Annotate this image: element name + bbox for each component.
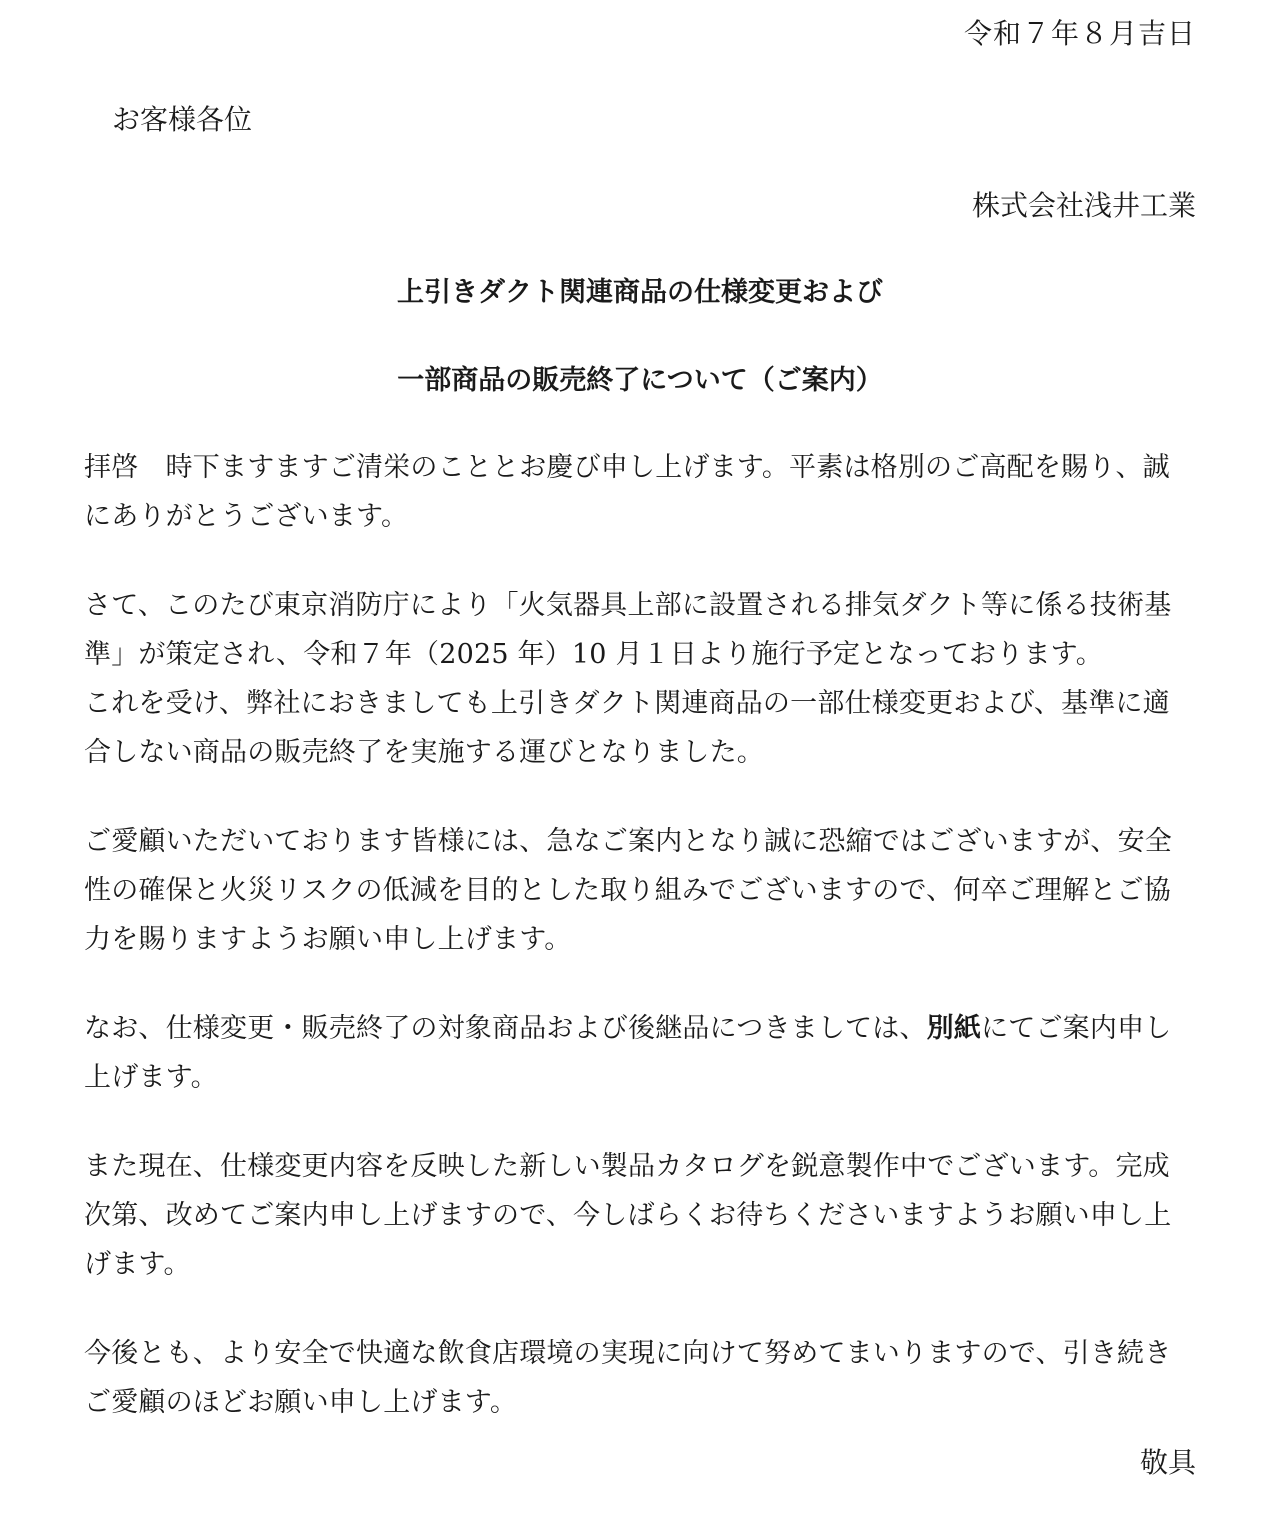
paragraph-apology: ご愛顧いただいております皆様には、急なご案内となり誠に恐縮ではございますが、安全性の確保と火災リスクの低減を目的とした取り組みでございますので、何卒ご理解とご協力を賜りますようお願い申し上げます。 xyxy=(84,826,1172,955)
recipient: お客様各位 xyxy=(112,103,253,136)
title-line-1: 上引きダクト関連商品の仕様変更および xyxy=(397,277,883,308)
closing-keigu: 敬具 xyxy=(1139,1446,1196,1479)
paragraph-closing-remarks: 今後とも、より安全で快適な飲食店環境の実現に向けて努めてまいりますので、引き続きご愛顧のほどお願い申し上げます。 xyxy=(84,1338,1172,1418)
paragraph-greeting: 拝啓 時下ますますご清栄のこととお慶び申し上げます。平素は格別のご高配を賜り、誠にありがとうございます。 xyxy=(84,452,1170,532)
letter-date: 令和７年８月吉日 xyxy=(963,17,1196,50)
paragraph-attachment xyxy=(84,1004,1196,1102)
attachment-text-before: なお、仕様変更・販売終了の対象商品および後継品につきましては、 xyxy=(84,1013,927,1044)
title-line-2: 一部商品の販売終了について（ご案内） xyxy=(397,365,883,396)
attachment-text-after: にてご案内申し上げます。 xyxy=(84,1013,1172,1093)
sender-company: 株式会社浅井工業 xyxy=(971,189,1196,222)
paragraph-catalog: また現在、仕様変更内容を反映した新しい製品カタログを鋭意製作中でございます。完成次第、改めてご案内申し上げますので、今しばらくお待ちくださいますようお願い申し上げます。 xyxy=(84,1151,1172,1280)
letter-body xyxy=(84,443,1196,1467)
attachment-emphasis: 別紙 xyxy=(926,1013,982,1044)
paragraph-announcement-line-2: これを受け、弊社におきましても上引きダクト関連商品の一部仕様変更および、基準に適合しない商品の販売終了を実施する運びとなりました。 xyxy=(84,688,1170,768)
paragraph-announcement xyxy=(84,581,1196,777)
paragraph-announcement-line-1: さて、このたび東京消防庁により「火気器具上部に設置される排気ダクト等に係る技術基準」が策定され、令和７年（2025 年）10 月１日より施行予定となっております。 xyxy=(84,590,1172,670)
